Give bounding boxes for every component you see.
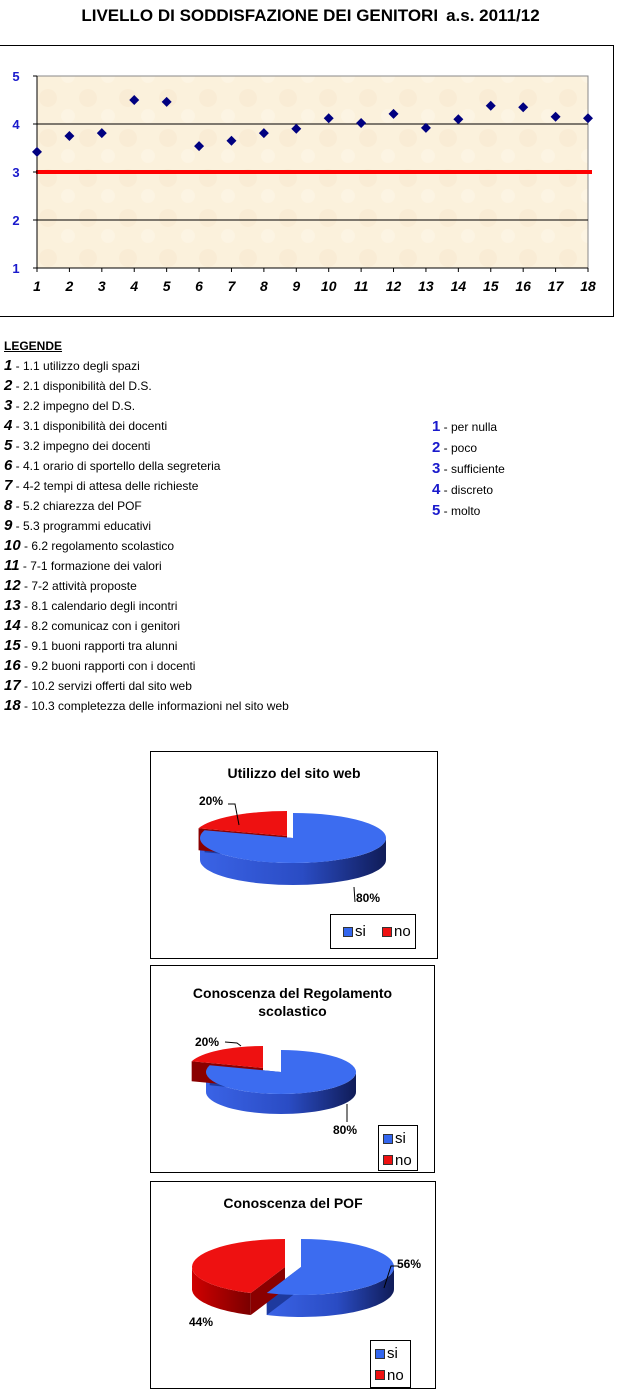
x-tick-label: 15 <box>482 278 499 294</box>
swatch-si <box>375 1349 385 1359</box>
legend-item <box>4 556 289 576</box>
legend-item-number: 14 <box>4 617 21 634</box>
pie-title-text: Conoscenza del POF <box>223 1195 363 1211</box>
pie-chart-sito-web <box>150 751 438 959</box>
scale-item <box>432 458 505 479</box>
legend-label-si: si <box>387 1345 398 1362</box>
legend-item-number: 4 <box>4 417 13 434</box>
legend-label-no: no <box>394 923 411 940</box>
legend-item-text: - 8.1 calendario degli incontri <box>20 599 178 613</box>
legend-label-no: no <box>395 1151 412 1169</box>
legend-item-number: 15 <box>4 637 21 654</box>
legend-item-number: 9 <box>4 517 13 534</box>
page-title <box>0 6 621 26</box>
pie-chart-regolamento <box>150 965 435 1173</box>
x-tick-label: 5 <box>162 278 171 294</box>
legend-item-number: 18 <box>4 697 21 714</box>
legend-item-text: - 3.1 disponibilità dei docenti <box>12 419 168 433</box>
legend-item-number: 13 <box>4 597 21 614</box>
legend-item <box>4 656 289 676</box>
legend-item-text: - 2.2 impegno del D.S. <box>12 399 136 413</box>
x-tick-label: 2 <box>65 278 74 294</box>
legend-item <box>4 676 289 696</box>
y-tick-label: 3 <box>12 165 20 180</box>
legend-item-number: 17 <box>4 677 21 694</box>
swatch-si <box>343 927 353 937</box>
legend-item <box>4 396 289 416</box>
y-tick-label: 5 <box>12 69 20 84</box>
scatter-chart-frame <box>0 45 614 317</box>
legend-item-number: 1 <box>4 357 13 374</box>
legend-item-text: - 4-2 tempi di attesa delle richieste <box>12 479 199 493</box>
scale-item-text: - sufficiente <box>440 462 505 476</box>
x-tick-label: 9 <box>292 278 301 294</box>
legend-item-text: - 9.1 buoni rapporti tra alunni <box>20 639 178 653</box>
scale-item-number: 1 <box>432 418 441 435</box>
x-tick-label: 3 <box>97 278 106 294</box>
legend-item <box>4 416 289 436</box>
legend-item-text: - 5.3 programmi educativi <box>12 519 152 533</box>
scale-item-text: - discreto <box>440 483 494 497</box>
swatch-no <box>375 1370 385 1380</box>
legend-item-text: - 8.2 comunicaz con i genitori <box>20 619 181 633</box>
pie-percentage-label: 44% <box>189 1315 214 1329</box>
x-tick-label: 10 <box>320 278 337 294</box>
legend-item-number: 11 <box>4 557 20 574</box>
pie-legend <box>330 914 416 949</box>
legend-item-text: - 9.2 buoni rapporti con i docenti <box>20 659 196 673</box>
pie-percentage-label: 80% <box>356 891 381 905</box>
scale-item-text: - per nulla <box>440 420 498 434</box>
x-tick-label: 8 <box>259 278 268 294</box>
legend-item-text: - 6.2 regolamento scolastico <box>20 539 175 553</box>
legend-item <box>4 636 289 656</box>
y-tick-label: 2 <box>12 213 20 228</box>
legend-item <box>4 616 289 636</box>
legend-item-text: - 7-1 formazione dei valori <box>19 559 162 573</box>
scale-item-number: 3 <box>432 460 441 477</box>
legend-list <box>4 356 289 716</box>
rating-scale-legend <box>432 416 505 521</box>
pie-percentage-label: 20% <box>199 794 224 808</box>
legend-item <box>4 356 289 376</box>
pie-title-line2: scolastico <box>258 1003 327 1019</box>
legend-item-number: 6 <box>4 457 13 474</box>
scale-item-number: 2 <box>432 439 441 456</box>
legend-item-number: 12 <box>4 577 21 594</box>
legend-entry-si <box>383 1128 406 1149</box>
scale-item <box>432 500 505 521</box>
pie-percentage-label: 80% <box>333 1123 358 1137</box>
legend-item-number: 5 <box>4 437 13 454</box>
legend-item <box>4 576 289 596</box>
x-tick-label: 18 <box>580 278 596 294</box>
x-tick-label: 16 <box>515 278 531 294</box>
legend-item-number: 3 <box>4 397 13 414</box>
legend-entry-no <box>382 915 411 948</box>
pie-legend <box>378 1125 418 1171</box>
pie-title-line1: Conoscenza del Regolamento <box>192 985 393 1001</box>
pie-percentage-label: 20% <box>195 1035 220 1049</box>
school-year: a.s. 2011/12 <box>446 6 540 25</box>
legend-label-no: no <box>387 1366 404 1384</box>
legend-item <box>4 436 289 456</box>
scale-item <box>432 437 505 458</box>
legend-item-text: - 4.1 orario di sportello della segreteria <box>12 459 221 473</box>
x-tick-label: 12 <box>385 278 402 294</box>
x-tick-label: 13 <box>418 278 434 294</box>
x-tick-label: 14 <box>450 278 467 294</box>
x-tick-label: 6 <box>195 278 203 294</box>
legend-label-si: si <box>395 1130 406 1147</box>
x-tick-label: 17 <box>547 278 564 294</box>
legend-item-text: - 10.3 completezza delle informazioni nel sito web <box>20 699 289 713</box>
legend-item-number: 7 <box>4 477 13 494</box>
legend-item-text: - 2.1 disponibilità del D.S. <box>12 379 152 393</box>
pie-legend <box>370 1340 411 1388</box>
legend-item-text: - 5.2 chiarezza del POF <box>12 499 142 513</box>
legend-item-number: 16 <box>4 657 21 674</box>
y-tick-label: 1 <box>12 261 20 276</box>
legend-item-text: - 1.1 utilizzo degli spazi <box>12 359 140 373</box>
swatch-si <box>383 1134 393 1144</box>
swatch-no <box>382 927 392 937</box>
legend-item-number: 2 <box>4 377 13 394</box>
satisfaction-scatter-chart <box>0 46 614 318</box>
legend-item <box>4 536 289 556</box>
scale-item <box>432 416 505 437</box>
legend-item-text: - 10.2 servizi offerti dal sito web <box>20 679 192 693</box>
legend-title: LEGENDE <box>4 339 63 353</box>
legend-item-text: - 3.2 impegno dei docenti <box>12 439 151 453</box>
pie-chart-pof <box>150 1181 436 1389</box>
page-title-text: LIVELLO DI SODDISFAZIONE DEI GENITORI <box>81 6 439 25</box>
legend-item <box>4 496 289 516</box>
legend-entry-no <box>375 1365 404 1386</box>
legend-item <box>4 516 289 536</box>
x-tick-label: 11 <box>353 278 369 294</box>
legend-entry-no <box>383 1150 412 1171</box>
scale-item <box>432 479 505 500</box>
x-tick-label: 7 <box>227 278 236 294</box>
legend-item <box>4 596 289 616</box>
x-tick-label: 4 <box>130 278 139 294</box>
scale-item-number: 4 <box>432 481 441 498</box>
pie-percentage-label: 56% <box>397 1257 422 1271</box>
legend-item <box>4 696 289 716</box>
legend-item-text: - 7-2 attività proposte <box>20 579 137 593</box>
legend-item-number: 8 <box>4 497 13 514</box>
scale-item-number: 5 <box>432 502 441 519</box>
y-tick-label: 4 <box>12 117 20 132</box>
swatch-no <box>383 1155 393 1165</box>
scale-item-text: - poco <box>440 441 478 455</box>
legend-entry-si <box>375 1343 398 1364</box>
legend-item <box>4 376 289 396</box>
legend-label-si: si <box>355 923 366 940</box>
pie-title-text: Utilizzo del sito web <box>227 765 361 781</box>
legend-entry-si <box>343 915 366 948</box>
legend-item-number: 10 <box>4 537 21 554</box>
x-tick-label: 1 <box>33 278 41 294</box>
legend-item <box>4 476 289 496</box>
scale-item-text: - molto <box>440 504 481 518</box>
legend-item <box>4 456 289 476</box>
